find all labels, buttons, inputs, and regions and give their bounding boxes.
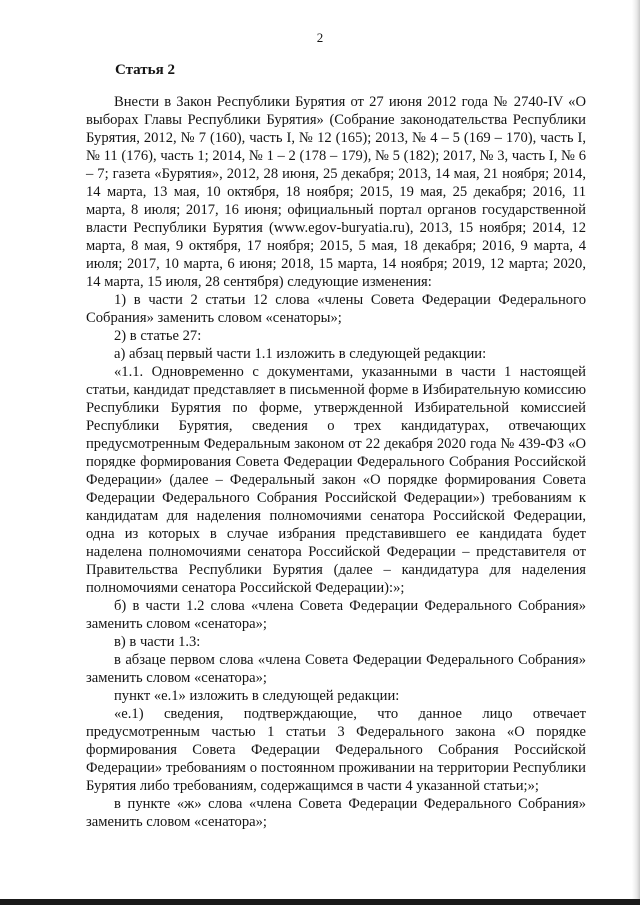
scan-edge-bottom [0,899,640,905]
item-1-paragraph: 1) в части 2 статьи 12 слова «члены Совета Федерации Федерального Собрания» заменить словом «сенаторы»; [86,292,586,326]
quoted-part-1-1-paragraph: «1.1. Одновременно с документами, указанными в части 1 настоящей статьи, кандидат представляет в письменной форме в Избирательную комиссию Республики Бурятия по форме, утвержденной Избирательной комиссией Республики Бурятия, сведения о трех кандидатурах, отвечающих предусмотренным Федеральным законом от 22 декабря 2020 года № 439-ФЗ «О порядке формирования Совета Федерации Федерального Собрания Российской Федерации» (далее – Федеральный закон «О порядке формирования Совета Федерации Федерального Собрания Российской Федерации») требованиям к кандидатам для наделения полномочиями сенатора Российской Федерации, одна из которых в случае избрания представившего ее кандидата будет наделена полномочиями сенатора Российской Федерации – представителя от Правительства Республики Бурятия (далее – кандидатура для наделения полномочиями сенатора Российской Федерации):»; [86,364,586,596]
point-e1-intro-paragraph: пункт «е.1» изложить в следующей редакции: [114,688,400,704]
page-number: 2 [316,30,324,45]
item-2v-paragraph: в) в части 1.3: [114,634,201,650]
point-e1-text-paragraph: «е.1) сведения, подтверждающие, что данное лицо отвечает предусмотренным частью 1 статьи 3 Федерального закона «О порядке формирования Совета Федерации Федерального Собрания Российской Федерации» требованиям о постоянном проживании на территории Республики Бурятия либо требованиям, содержащимся в части 4 указанной статьи;»; [86,706,586,794]
first-abzac-paragraph: в абзаце первом слова «члена Совета Федерации Федерального Собрания» заменить словом «сенатора»; [86,652,586,686]
item-2b-paragraph: б) в части 1.2 слова «члена Совета Федерации Федерального Собрания» заменить словом «сенатора»; [86,598,586,632]
article-heading: Статья 2 [115,62,175,78]
intro-paragraph: Внести в Закон Республики Бурятия от 27 июня 2012 года № 2740-IV «О выборах Главы Республики Бурятия» (Собрание законодательства Республики Бурятия, 2012, № 7 (160), часть I, № 12 (165); 2013, № 4 – 5 (169 – 170), часть I, № 11 (176), часть 1; 2014, № 1 – 2 (178 – 179), № 5 (182); 2017, № 3, часть I, № 6 – 7; газета «Бурятия», 2012, 28 июня, 25 декабря; 2013, 14 мая, 21 ноября; 2014, 14 марта, 13 мая, 10 октября, 18 ноября; 2015, 19 мая, 25 декабря; 2016, 11 марта, 8 июля; 2017, 16 июня; официальный портал органов государственной власти Республики Бурятия (www.egov-buryatia.ru), 2013, 15 ноября; 2014, 12 марта, 8 мая, 9 октября, 17 ноября; 2015, 5 мая, 18 декабря; 2016, 9 марта, 4 июля; 2017, 10 марта, 6 июня; 2018, 15 марта, 14 ноября; 2019, 12 марта; 2020, 14 марта, 15 июля, 28 сентября) следующие изменения: [86,94,586,290]
article-body [86,93,586,831]
item-2-paragraph: 2) в статье 27: [114,328,202,344]
point-zh-paragraph: в пункте «ж» слова «члена Совета Федерации Федерального Собрания» заменить словом «сенатора»; [86,796,586,830]
item-2a-paragraph: а) абзац первый части 1.1 изложить в следующей редакции: [114,346,487,362]
scan-edge-right [632,0,640,905]
